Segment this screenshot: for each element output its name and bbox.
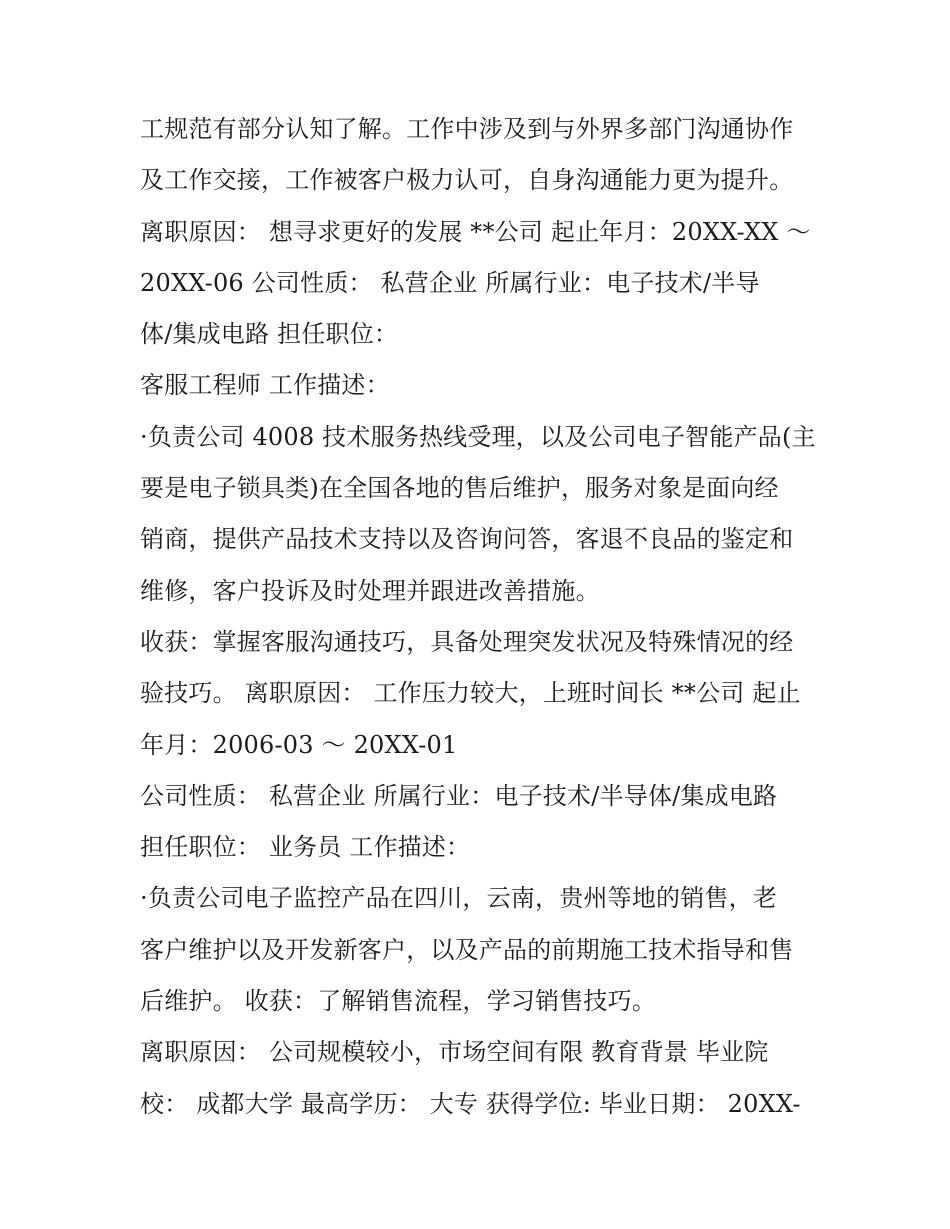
text-line: 客户维护以及开发新客户，以及产品的前期施工技术指导和售 [140,935,794,964]
text-line: 离职原因： 公司规模较小，市场空间有限 教育背景 毕业院 [140,1038,769,1067]
text-line: 20XX-06 公司性质： 私营企业 所属行业：电子技术/半导 [140,268,760,297]
text-line: ·负责公司电子监控产品在四川，云南，贵州等地的销售，老 [140,884,778,913]
text-line: 收获：掌握客服沟通技巧，具备处理突发状况及特殊情况的经 [140,627,794,656]
text-line: 要是电子锁具类)在全国各地的售后维护，服务对象是面向经 [140,474,779,503]
text-line: 维修，客户投诉及时处理并跟进改善措施。 [140,576,600,605]
text-line: 离职原因： 想寻求更好的发展 **公司 起止年月：20XX-XX ～ [140,217,811,246]
text-line: 公司性质： 私营企业 所属行业：电子技术/半导体/集成电路 [140,781,778,810]
text-line: 后维护。 收获：了解销售流程，学习销售技巧。 [140,987,657,1016]
text-line: 担任职位： 业务员 工作描述： [140,833,471,862]
text-line: 年月：2006-03 ～ 20XX-01 [140,730,458,759]
text-line: 及工作交接，工作被客户极力认可，自身沟通能力更为提升。 [140,166,794,195]
text-line: 客服工程师 工作描述： [140,371,390,400]
text-line: 销商，提供产品技术支持以及咨询问答，客退不良品的鉴定和 [140,525,794,554]
resume-body-text [140,104,820,1130]
text-line: 工规范有部分认知了解。工作中涉及到与外界多部门沟通协作 [140,115,794,143]
text-line: 校： 成都大学 最高学历： 大专 获得学位: 毕业日期： 20XX- [140,1089,801,1118]
text-line: 验技巧。 离职原因： 工作压力较大，上班时间长 **公司 起止 [140,679,801,708]
text-line: ·负责公司 4008 技术服务热线受理，以及公司电子智能产品(主 [140,422,816,451]
text-line: 体/集成电路 担任职位： [140,320,399,349]
